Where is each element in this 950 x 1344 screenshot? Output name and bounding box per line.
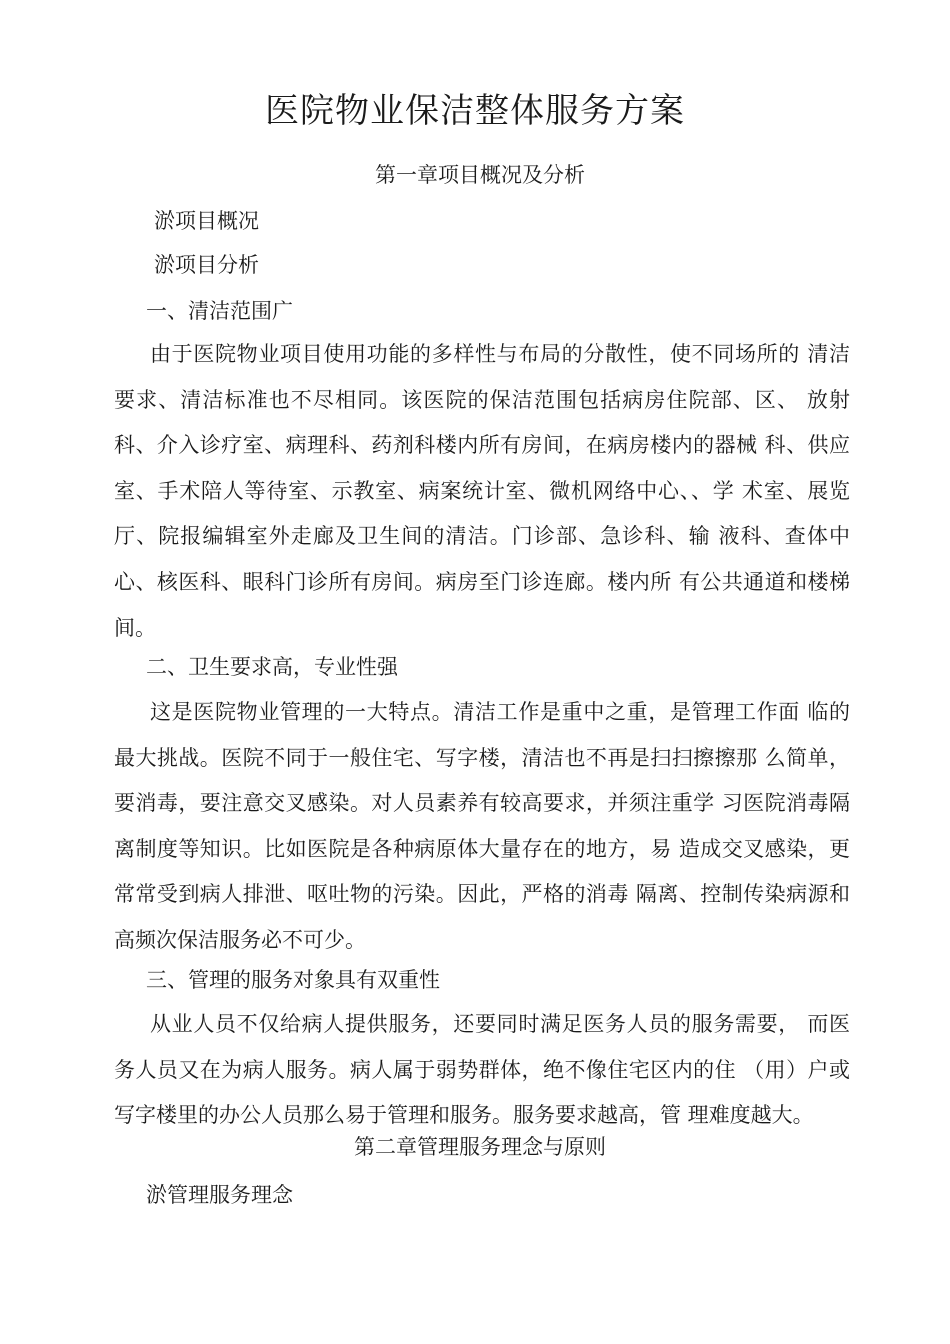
chapter-1-heading: 第一章项目概况及分析 — [375, 163, 585, 187]
paragraph-line: 室、手术陪人等待室、示教室、病案统计室、微机网络中心、、学 术室、展览 — [114, 478, 850, 503]
paragraph-line: 务人员又在为病人服务。病人属于弱势群体，绝不像住宅区内的住 （用）户或 — [114, 1057, 850, 1082]
section-1-heading: 一、清洁范围广 — [146, 299, 293, 323]
document-title: 医院物业保洁整体服务方案 — [265, 91, 685, 131]
section-1-paragraph — [114, 332, 850, 651]
section-3-heading: 三、管理的服务对象具有双重性 — [146, 968, 440, 992]
paragraph-line: 最大挑战。医院不同于一般住宅、写字楼，清洁也不再是扫扫擦擦那 么简单， — [114, 745, 850, 770]
paragraph-line: 写字楼里的办公人员那么易于管理和服务。服务要求越高，管 理难度越大。 — [114, 1103, 814, 1128]
paragraph-line: 离制度等知识。比如医院是各种病原体大量存在的地方，易 造成交叉感染，更 — [114, 836, 850, 861]
section-2-paragraph — [114, 690, 850, 964]
paragraph-line: 常常受到病人排泄、呕吐物的污染。因此，严格的消毒 隔离、控制传染病源和 — [114, 882, 850, 907]
subitem-project-overview: 淤项目概况 — [154, 209, 259, 233]
paragraph-line: 间。 — [114, 615, 156, 640]
paragraph-line: 科、介入诊疗室、病理科、药剂科楼内所有房间，在病房楼内的器械 科、供应 — [114, 433, 850, 458]
paragraph-line: 由于医院物业项目使用功能的多样性与布局的分散性，使不同场所的 清洁 — [150, 342, 850, 366]
subitem-management-service-concept: 淤管理服务理念 — [146, 1183, 293, 1207]
paragraph-line: 厅、院报编辑室外走廊及卫生间的清洁。门诊部、急诊科、输 液科、查体中 — [114, 524, 850, 549]
chapter-2-heading: 第二章管理服务理念与原则 — [354, 1135, 606, 1159]
subitem-project-analysis: 淤项目分析 — [154, 253, 259, 277]
paragraph-line: 这是医院物业管理的一大特点。清洁工作是重中之重，是管理工作面 临的 — [150, 700, 850, 724]
paragraph-line: 要求、清洁标准也不尽相同。该医院的保洁范围包括病房住院部、区、 放射 — [114, 387, 850, 412]
paragraph-line: 要消毒，要注意交叉感染。对人员素养有较高要求，并须注重学 习医院消毒隔 — [114, 791, 850, 816]
section-2-heading: 二、卫生要求高，专业性强 — [146, 655, 398, 679]
paragraph-line: 高频次保洁服务必不可少。 — [114, 927, 366, 952]
paragraph-line: 从业人员不仅给病人提供服务，还要同时满足医务人员的服务需要， 而医 — [150, 1012, 850, 1036]
section-3-paragraph — [114, 1002, 850, 1139]
paragraph-line: 心、核医科、眼科门诊所有房间。病房至门诊连廊。楼内所 有公共通道和楼梯 — [114, 569, 850, 594]
